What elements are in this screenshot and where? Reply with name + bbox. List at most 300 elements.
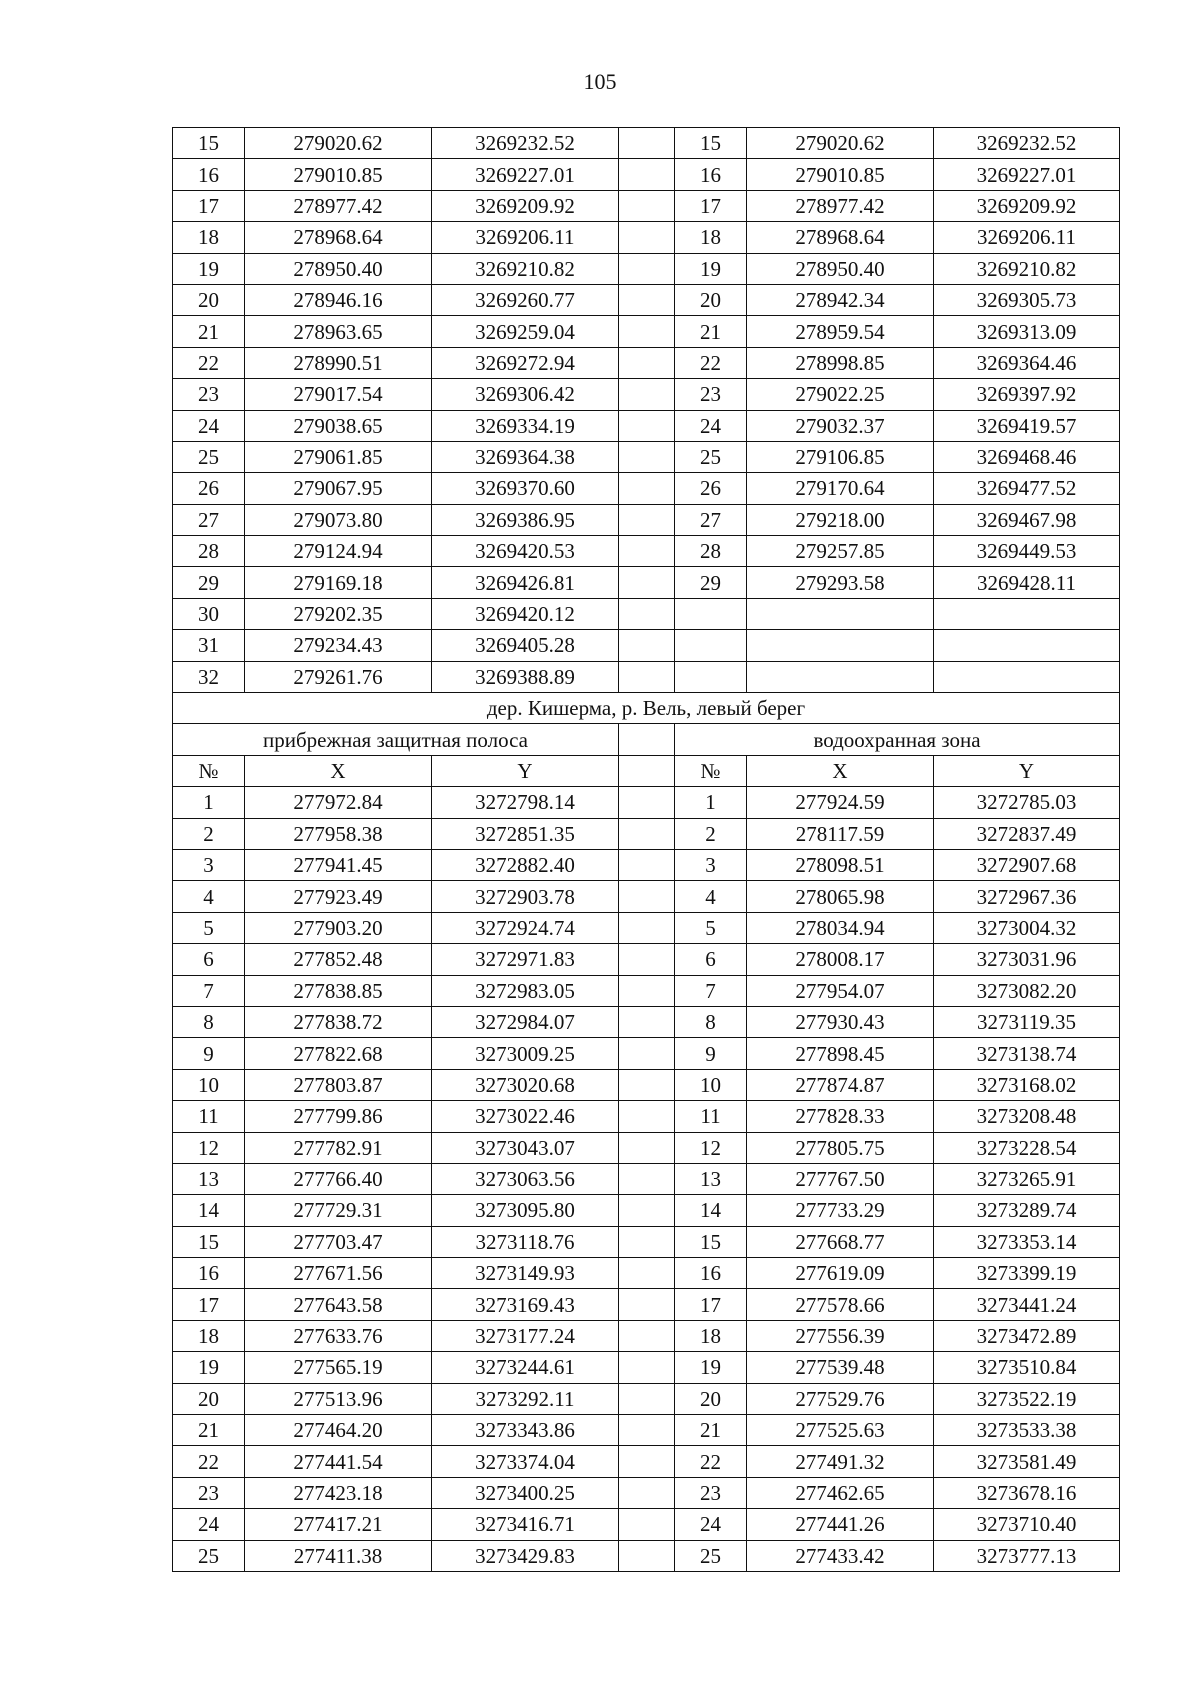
left-y-coordinate: 3273244.61 bbox=[432, 1352, 619, 1383]
left-point-number: 15 bbox=[173, 128, 245, 159]
left-point-number: 17 bbox=[173, 190, 245, 221]
right-x-coordinate: 279218.00 bbox=[747, 504, 934, 535]
left-y-coordinate: 3269386.95 bbox=[432, 504, 619, 535]
gap-cell bbox=[619, 284, 675, 315]
right-x-coordinate: 277525.63 bbox=[747, 1415, 934, 1446]
left-col-x-header: X bbox=[245, 755, 432, 786]
left-y-coordinate: 3269206.11 bbox=[432, 222, 619, 253]
left-point-number: 28 bbox=[173, 536, 245, 567]
right-point-number: 13 bbox=[675, 1163, 747, 1194]
right-point-number: 25 bbox=[675, 441, 747, 472]
left-x-coordinate: 277729.31 bbox=[245, 1195, 432, 1226]
left-y-coordinate: 3269420.12 bbox=[432, 598, 619, 629]
table-row bbox=[173, 818, 1120, 849]
left-x-coordinate: 277766.40 bbox=[245, 1163, 432, 1194]
right-x-coordinate: 277668.77 bbox=[747, 1226, 934, 1257]
left-x-coordinate: 277565.19 bbox=[245, 1352, 432, 1383]
right-x-coordinate: 278950.40 bbox=[747, 253, 934, 284]
gap-cell bbox=[619, 1163, 675, 1194]
left-y-coordinate: 3273343.86 bbox=[432, 1415, 619, 1446]
gap-cell bbox=[619, 1320, 675, 1351]
left-y-coordinate: 3269210.82 bbox=[432, 253, 619, 284]
left-point-number: 24 bbox=[173, 1509, 245, 1540]
left-point-number: 6 bbox=[173, 944, 245, 975]
right-point-number: 28 bbox=[675, 536, 747, 567]
right-x-coordinate: 277954.07 bbox=[747, 975, 934, 1006]
left-x-coordinate: 277513.96 bbox=[245, 1383, 432, 1414]
left-point-number: 18 bbox=[173, 222, 245, 253]
table-row bbox=[173, 1415, 1120, 1446]
right-y-coordinate: 3273777.13 bbox=[934, 1540, 1120, 1571]
left-y-coordinate: 3269306.42 bbox=[432, 379, 619, 410]
left-point-number: 19 bbox=[173, 253, 245, 284]
left-x-coordinate: 279124.94 bbox=[245, 536, 432, 567]
table-row bbox=[173, 1289, 1120, 1320]
right-zone-title: водоохранная зона bbox=[675, 724, 1120, 755]
left-x-coordinate: 278977.42 bbox=[245, 190, 432, 221]
left-col-y-header: Y bbox=[432, 755, 619, 786]
right-y-coordinate: 3272837.49 bbox=[934, 818, 1120, 849]
right-y-coordinate: 3273228.54 bbox=[934, 1132, 1120, 1163]
left-x-coordinate: 279067.95 bbox=[245, 473, 432, 504]
left-point-number: 5 bbox=[173, 912, 245, 943]
left-x-coordinate: 277423.18 bbox=[245, 1477, 432, 1508]
right-y-coordinate: 3269468.46 bbox=[934, 441, 1120, 472]
right-y-coordinate: 3269477.52 bbox=[934, 473, 1120, 504]
table-row bbox=[173, 1101, 1120, 1132]
gap-cell bbox=[619, 1352, 675, 1383]
left-point-number: 9 bbox=[173, 1038, 245, 1069]
right-x-coordinate: 278034.94 bbox=[747, 912, 934, 943]
left-x-coordinate: 277633.76 bbox=[245, 1320, 432, 1351]
left-x-coordinate: 279038.65 bbox=[245, 410, 432, 441]
right-point-number: 19 bbox=[675, 253, 747, 284]
left-point-number: 20 bbox=[173, 284, 245, 315]
left-point-number: 23 bbox=[173, 1477, 245, 1508]
right-y-coordinate: 3269210.82 bbox=[934, 253, 1120, 284]
table-row bbox=[173, 536, 1120, 567]
table-row bbox=[173, 598, 1120, 629]
gap-cell bbox=[619, 128, 675, 159]
table-row bbox=[173, 1258, 1120, 1289]
table-row bbox=[173, 128, 1120, 159]
right-y-coordinate: 3273510.84 bbox=[934, 1352, 1120, 1383]
right-point-number bbox=[675, 598, 747, 629]
right-x-coordinate: 277441.26 bbox=[747, 1509, 934, 1540]
left-point-number: 8 bbox=[173, 1006, 245, 1037]
table-row bbox=[173, 1069, 1120, 1100]
left-x-coordinate: 279010.85 bbox=[245, 159, 432, 190]
left-y-coordinate: 3272984.07 bbox=[432, 1006, 619, 1037]
gap-cell bbox=[619, 598, 675, 629]
left-point-number: 31 bbox=[173, 630, 245, 661]
gap-cell bbox=[619, 1038, 675, 1069]
gap-cell bbox=[619, 316, 675, 347]
table-row bbox=[173, 1477, 1120, 1508]
left-y-coordinate: 3272971.83 bbox=[432, 944, 619, 975]
right-x-coordinate: 278065.98 bbox=[747, 881, 934, 912]
table-row bbox=[173, 1540, 1120, 1571]
gap-cell bbox=[619, 724, 675, 755]
left-point-number: 13 bbox=[173, 1163, 245, 1194]
left-point-number: 20 bbox=[173, 1383, 245, 1414]
table-row bbox=[173, 567, 1120, 598]
page-number: 105 bbox=[583, 69, 617, 94]
left-y-coordinate: 3272851.35 bbox=[432, 818, 619, 849]
right-x-coordinate bbox=[747, 630, 934, 661]
gap-cell bbox=[619, 190, 675, 221]
right-point-number: 24 bbox=[675, 1509, 747, 1540]
left-y-coordinate: 3273095.80 bbox=[432, 1195, 619, 1226]
table-row bbox=[173, 222, 1120, 253]
gap-cell bbox=[619, 1446, 675, 1477]
right-x-coordinate: 279020.62 bbox=[747, 128, 934, 159]
left-x-coordinate: 277799.86 bbox=[245, 1101, 432, 1132]
left-y-coordinate: 3269405.28 bbox=[432, 630, 619, 661]
table-row bbox=[173, 1320, 1120, 1351]
right-y-coordinate: 3269364.46 bbox=[934, 347, 1120, 378]
left-y-coordinate: 3269209.92 bbox=[432, 190, 619, 221]
right-y-coordinate bbox=[934, 598, 1120, 629]
table-row bbox=[173, 504, 1120, 535]
right-y-coordinate: 3273168.02 bbox=[934, 1069, 1120, 1100]
right-y-coordinate: 3269428.11 bbox=[934, 567, 1120, 598]
right-point-number: 4 bbox=[675, 881, 747, 912]
left-x-coordinate: 277803.87 bbox=[245, 1069, 432, 1100]
left-point-number: 1 bbox=[173, 787, 245, 818]
right-point-number: 27 bbox=[675, 504, 747, 535]
gap-cell bbox=[619, 567, 675, 598]
left-y-coordinate: 3273416.71 bbox=[432, 1509, 619, 1540]
table-row bbox=[173, 661, 1120, 692]
left-y-coordinate: 3273400.25 bbox=[432, 1477, 619, 1508]
left-point-number: 14 bbox=[173, 1195, 245, 1226]
left-x-coordinate: 278946.16 bbox=[245, 284, 432, 315]
right-x-coordinate: 277828.33 bbox=[747, 1101, 934, 1132]
left-y-coordinate: 3269364.38 bbox=[432, 441, 619, 472]
right-y-coordinate: 3269419.57 bbox=[934, 410, 1120, 441]
right-y-coordinate: 3273289.74 bbox=[934, 1195, 1120, 1226]
gap-cell bbox=[619, 787, 675, 818]
right-y-coordinate: 3273678.16 bbox=[934, 1477, 1120, 1508]
left-y-coordinate: 3273169.43 bbox=[432, 1289, 619, 1320]
gap-cell bbox=[619, 379, 675, 410]
table-row bbox=[173, 975, 1120, 1006]
left-x-coordinate: 277903.20 bbox=[245, 912, 432, 943]
right-point-number: 7 bbox=[675, 975, 747, 1006]
left-point-number: 7 bbox=[173, 975, 245, 1006]
right-col-num-header: № bbox=[675, 755, 747, 786]
right-y-coordinate: 3273138.74 bbox=[934, 1038, 1120, 1069]
left-x-coordinate: 277411.38 bbox=[245, 1540, 432, 1571]
left-y-coordinate: 3273429.83 bbox=[432, 1540, 619, 1571]
right-x-coordinate: 278968.64 bbox=[747, 222, 934, 253]
table-row bbox=[173, 849, 1120, 880]
right-y-coordinate: 3269227.01 bbox=[934, 159, 1120, 190]
left-x-coordinate: 277441.54 bbox=[245, 1446, 432, 1477]
table-row bbox=[173, 1038, 1120, 1069]
right-point-number: 23 bbox=[675, 1477, 747, 1508]
right-point-number: 16 bbox=[675, 1258, 747, 1289]
column-header-row bbox=[173, 755, 1120, 786]
right-x-coordinate: 277529.76 bbox=[747, 1383, 934, 1414]
left-y-coordinate: 3273374.04 bbox=[432, 1446, 619, 1477]
right-point-number: 18 bbox=[675, 222, 747, 253]
left-y-coordinate: 3273292.11 bbox=[432, 1383, 619, 1414]
left-x-coordinate: 279061.85 bbox=[245, 441, 432, 472]
right-x-coordinate: 277433.42 bbox=[747, 1540, 934, 1571]
right-point-number: 8 bbox=[675, 1006, 747, 1037]
left-y-coordinate: 3269232.52 bbox=[432, 128, 619, 159]
left-point-number: 11 bbox=[173, 1101, 245, 1132]
table-row bbox=[173, 473, 1120, 504]
right-x-coordinate: 277805.75 bbox=[747, 1132, 934, 1163]
left-y-coordinate: 3273022.46 bbox=[432, 1101, 619, 1132]
right-y-coordinate: 3269209.92 bbox=[934, 190, 1120, 221]
gap-cell bbox=[619, 881, 675, 912]
left-y-coordinate: 3269426.81 bbox=[432, 567, 619, 598]
gap-cell bbox=[619, 347, 675, 378]
left-point-number: 21 bbox=[173, 1415, 245, 1446]
left-y-coordinate: 3273063.56 bbox=[432, 1163, 619, 1194]
right-x-coordinate: 278117.59 bbox=[747, 818, 934, 849]
left-x-coordinate: 277972.84 bbox=[245, 787, 432, 818]
left-point-number: 21 bbox=[173, 316, 245, 347]
left-x-coordinate: 279169.18 bbox=[245, 567, 432, 598]
right-x-coordinate: 278977.42 bbox=[747, 190, 934, 221]
gap-cell bbox=[619, 1006, 675, 1037]
right-point-number: 17 bbox=[675, 190, 747, 221]
right-y-coordinate bbox=[934, 661, 1120, 692]
left-point-number: 22 bbox=[173, 347, 245, 378]
right-y-coordinate: 3273522.19 bbox=[934, 1383, 1120, 1414]
left-x-coordinate: 277703.47 bbox=[245, 1226, 432, 1257]
left-point-number: 23 bbox=[173, 379, 245, 410]
right-point-number: 21 bbox=[675, 316, 747, 347]
left-zone-title: прибрежная защитная полоса bbox=[173, 724, 619, 755]
right-point-number: 9 bbox=[675, 1038, 747, 1069]
right-y-coordinate: 3269449.53 bbox=[934, 536, 1120, 567]
left-point-number: 27 bbox=[173, 504, 245, 535]
right-y-coordinate: 3273265.91 bbox=[934, 1163, 1120, 1194]
right-x-coordinate: 278998.85 bbox=[747, 347, 934, 378]
right-x-coordinate: 279022.25 bbox=[747, 379, 934, 410]
gap-cell bbox=[619, 1101, 675, 1132]
left-point-number: 30 bbox=[173, 598, 245, 629]
right-x-coordinate: 279010.85 bbox=[747, 159, 934, 190]
gap-cell bbox=[619, 630, 675, 661]
gap-cell bbox=[619, 944, 675, 975]
table-row bbox=[173, 159, 1120, 190]
gap-cell bbox=[619, 1132, 675, 1163]
left-point-number: 10 bbox=[173, 1069, 245, 1100]
table-row bbox=[173, 441, 1120, 472]
right-y-coordinate: 3272967.36 bbox=[934, 881, 1120, 912]
right-point-number: 21 bbox=[675, 1415, 747, 1446]
right-point-number: 26 bbox=[675, 473, 747, 504]
right-point-number bbox=[675, 661, 747, 692]
left-x-coordinate: 279202.35 bbox=[245, 598, 432, 629]
left-point-number: 18 bbox=[173, 1320, 245, 1351]
right-y-coordinate: 3272907.68 bbox=[934, 849, 1120, 880]
left-point-number: 2 bbox=[173, 818, 245, 849]
table-row bbox=[173, 1132, 1120, 1163]
table-row bbox=[173, 379, 1120, 410]
gap-cell bbox=[619, 536, 675, 567]
left-point-number: 16 bbox=[173, 1258, 245, 1289]
right-point-number: 11 bbox=[675, 1101, 747, 1132]
table-row bbox=[173, 1226, 1120, 1257]
gap-cell bbox=[619, 1289, 675, 1320]
left-x-coordinate: 277838.72 bbox=[245, 1006, 432, 1037]
left-x-coordinate: 277417.21 bbox=[245, 1509, 432, 1540]
table-row bbox=[173, 316, 1120, 347]
right-point-number: 22 bbox=[675, 1446, 747, 1477]
right-point-number: 6 bbox=[675, 944, 747, 975]
left-y-coordinate: 3269334.19 bbox=[432, 410, 619, 441]
right-col-y-header: Y bbox=[934, 755, 1120, 786]
right-point-number: 25 bbox=[675, 1540, 747, 1571]
zone-title-row bbox=[173, 724, 1120, 755]
right-y-coordinate: 3273710.40 bbox=[934, 1509, 1120, 1540]
section-header bbox=[173, 693, 1120, 787]
left-point-number: 15 bbox=[173, 1226, 245, 1257]
right-x-coordinate: 277874.87 bbox=[747, 1069, 934, 1100]
left-point-number: 19 bbox=[173, 1352, 245, 1383]
right-x-coordinate: 277619.09 bbox=[747, 1258, 934, 1289]
gap-cell bbox=[619, 441, 675, 472]
left-x-coordinate: 279234.43 bbox=[245, 630, 432, 661]
right-y-coordinate: 3273441.24 bbox=[934, 1289, 1120, 1320]
right-y-coordinate: 3273031.96 bbox=[934, 944, 1120, 975]
left-x-coordinate: 277822.68 bbox=[245, 1038, 432, 1069]
right-point-number bbox=[675, 630, 747, 661]
right-x-coordinate: 279170.64 bbox=[747, 473, 934, 504]
left-x-coordinate: 277782.91 bbox=[245, 1132, 432, 1163]
gap-cell bbox=[619, 1477, 675, 1508]
left-y-coordinate: 3269272.94 bbox=[432, 347, 619, 378]
table-row bbox=[173, 1163, 1120, 1194]
right-y-coordinate: 3269467.98 bbox=[934, 504, 1120, 535]
right-point-number: 12 bbox=[675, 1132, 747, 1163]
table-row bbox=[173, 1509, 1120, 1540]
right-x-coordinate: 277930.43 bbox=[747, 1006, 934, 1037]
right-x-coordinate bbox=[747, 661, 934, 692]
left-x-coordinate: 278963.65 bbox=[245, 316, 432, 347]
left-point-number: 12 bbox=[173, 1132, 245, 1163]
table-row bbox=[173, 944, 1120, 975]
left-x-coordinate: 277923.49 bbox=[245, 881, 432, 912]
table-row bbox=[173, 1352, 1120, 1383]
left-y-coordinate: 3272924.74 bbox=[432, 912, 619, 943]
right-y-coordinate: 3269313.09 bbox=[934, 316, 1120, 347]
right-col-x-header: X bbox=[747, 755, 934, 786]
right-x-coordinate: 279293.58 bbox=[747, 567, 934, 598]
left-y-coordinate: 3273177.24 bbox=[432, 1320, 619, 1351]
table-row bbox=[173, 253, 1120, 284]
right-point-number: 10 bbox=[675, 1069, 747, 1100]
left-y-coordinate: 3269420.53 bbox=[432, 536, 619, 567]
left-point-number: 24 bbox=[173, 410, 245, 441]
right-y-coordinate: 3273399.19 bbox=[934, 1258, 1120, 1289]
gap-cell bbox=[619, 1383, 675, 1414]
left-x-coordinate: 278990.51 bbox=[245, 347, 432, 378]
left-x-coordinate: 277941.45 bbox=[245, 849, 432, 880]
table-row bbox=[173, 1446, 1120, 1477]
left-point-number: 16 bbox=[173, 159, 245, 190]
section-title-row bbox=[173, 693, 1120, 724]
right-point-number: 2 bbox=[675, 818, 747, 849]
left-x-coordinate: 279020.62 bbox=[245, 128, 432, 159]
right-point-number: 15 bbox=[675, 1226, 747, 1257]
left-x-coordinate: 277852.48 bbox=[245, 944, 432, 975]
table-row bbox=[173, 190, 1120, 221]
right-y-coordinate: 3272785.03 bbox=[934, 787, 1120, 818]
right-x-coordinate: 278942.34 bbox=[747, 284, 934, 315]
left-point-number: 22 bbox=[173, 1446, 245, 1477]
table-row bbox=[173, 912, 1120, 943]
left-y-coordinate: 3269259.04 bbox=[432, 316, 619, 347]
right-x-coordinate: 278008.17 bbox=[747, 944, 934, 975]
left-point-number: 4 bbox=[173, 881, 245, 912]
right-point-number: 1 bbox=[675, 787, 747, 818]
right-x-coordinate bbox=[747, 598, 934, 629]
gap-cell bbox=[619, 661, 675, 692]
left-x-coordinate: 278968.64 bbox=[245, 222, 432, 253]
right-y-coordinate: 3273208.48 bbox=[934, 1101, 1120, 1132]
right-point-number: 19 bbox=[675, 1352, 747, 1383]
table-row bbox=[173, 1383, 1120, 1414]
gap-cell bbox=[619, 222, 675, 253]
right-point-number: 24 bbox=[675, 410, 747, 441]
right-point-number: 20 bbox=[675, 1383, 747, 1414]
left-y-coordinate: 3269388.89 bbox=[432, 661, 619, 692]
right-point-number: 3 bbox=[675, 849, 747, 880]
table-row bbox=[173, 630, 1120, 661]
right-x-coordinate: 277578.66 bbox=[747, 1289, 934, 1320]
left-point-number: 25 bbox=[173, 441, 245, 472]
right-x-coordinate: 277898.45 bbox=[747, 1038, 934, 1069]
left-x-coordinate: 279073.80 bbox=[245, 504, 432, 535]
left-col-num-header: № bbox=[173, 755, 245, 786]
left-x-coordinate: 277958.38 bbox=[245, 818, 432, 849]
left-y-coordinate: 3273009.25 bbox=[432, 1038, 619, 1069]
right-y-coordinate: 3269397.92 bbox=[934, 379, 1120, 410]
right-point-number: 14 bbox=[675, 1195, 747, 1226]
left-y-coordinate: 3273020.68 bbox=[432, 1069, 619, 1100]
right-x-coordinate: 278959.54 bbox=[747, 316, 934, 347]
right-point-number: 23 bbox=[675, 379, 747, 410]
right-x-coordinate: 277733.29 bbox=[747, 1195, 934, 1226]
top-table-body bbox=[173, 128, 1120, 693]
left-x-coordinate: 277838.85 bbox=[245, 975, 432, 1006]
left-point-number: 26 bbox=[173, 473, 245, 504]
right-y-coordinate: 3273004.32 bbox=[934, 912, 1120, 943]
right-y-coordinate: 3273472.89 bbox=[934, 1320, 1120, 1351]
right-y-coordinate: 3273353.14 bbox=[934, 1226, 1120, 1257]
right-y-coordinate: 3269305.73 bbox=[934, 284, 1120, 315]
gap-cell bbox=[619, 755, 675, 786]
gap-cell bbox=[619, 1226, 675, 1257]
left-y-coordinate: 3269370.60 bbox=[432, 473, 619, 504]
coordinates-table bbox=[172, 127, 1120, 1572]
right-x-coordinate: 279257.85 bbox=[747, 536, 934, 567]
right-point-number: 22 bbox=[675, 347, 747, 378]
right-point-number: 5 bbox=[675, 912, 747, 943]
right-y-coordinate: 3273581.49 bbox=[934, 1446, 1120, 1477]
left-y-coordinate: 3272882.40 bbox=[432, 849, 619, 880]
left-point-number: 3 bbox=[173, 849, 245, 880]
